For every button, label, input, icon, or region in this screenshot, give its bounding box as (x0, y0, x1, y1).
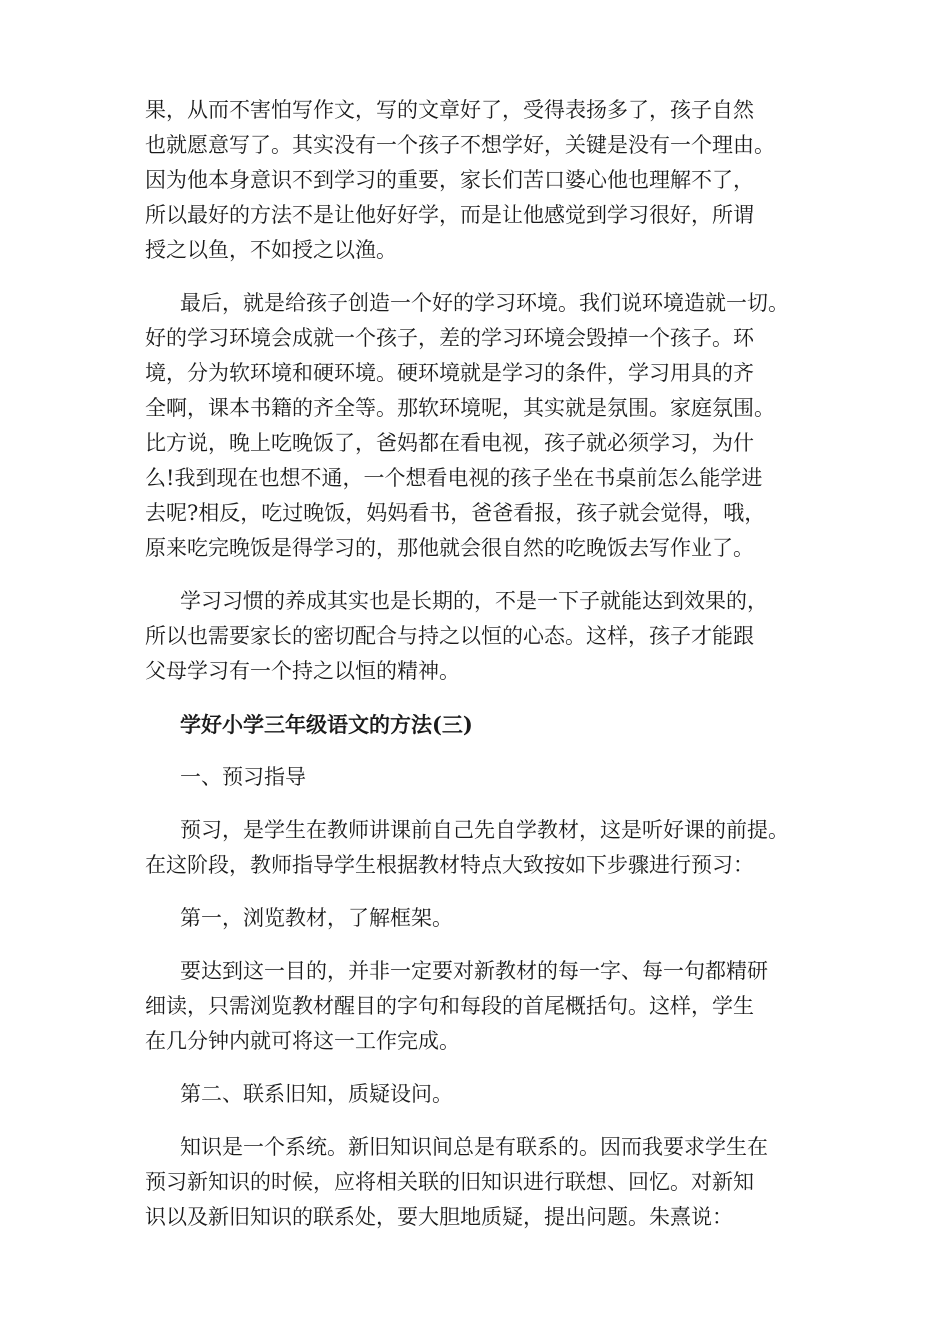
subheading (145, 901, 825, 936)
subheading (145, 760, 825, 795)
text-line: 学习习惯的养成其实也是长期的，不是一下子就能达到效果的， (180, 589, 768, 613)
text-line: 所以最好的方法不是让他好好学，而是让他感觉到学习很好，所谓 (145, 203, 754, 227)
paragraph (145, 954, 825, 1059)
text-line: 么!我到现在也想不通，一个想看电视的孩子坐在书桌前怎么能学进 (145, 466, 763, 490)
document-body (145, 93, 825, 1253)
text-line: 细读，只需浏览教材醒目的字句和每段的首尾概括句。这样，学生 (145, 994, 754, 1018)
text-line: 预习，是学生在教师讲课前自己先自学教材，这是听好课的前提。 (180, 818, 789, 842)
paragraph (145, 286, 825, 566)
paragraph (145, 1130, 825, 1235)
text-line: 父母学习有一个持之以恒的精神。 (145, 659, 460, 683)
text-line: 第二、联系旧知，质疑设问。 (180, 1082, 453, 1106)
text-line: 好的学习环境会成就一个孩子，差的学习环境会毁掉一个孩子。环 (145, 326, 754, 350)
text-line: 要达到这一目的，并非一定要对新教材的每一字、每一句都精研 (180, 959, 768, 983)
text-line: 原来吃完晚饭是得学习的，那他就会很自然的吃晚饭去写作业了。 (145, 536, 754, 560)
subheading (145, 1077, 825, 1112)
text-line: 授之以鱼，不如授之以渔。 (145, 238, 397, 262)
text-line: 在这阶段，教师指导学生根据教材特点大致按如下步骤进行预习： (145, 853, 754, 877)
text-line: 预习新知识的时候，应将相关联的旧知识进行联想、回忆。对新知 (145, 1170, 754, 1194)
text-line: 因为他本身意识不到学习的重要，家长们苦口婆心他也理解不了， (145, 168, 754, 192)
text-line: 第一，浏览教材，了解框架。 (180, 906, 453, 930)
text-line: 最后，就是给孩子创造一个好的学习环境。我们说环境造就一切。 (180, 291, 789, 315)
text-line: 全啊，课本书籍的齐全等。那软环境呢，其实就是氛围。家庭氛围。 (145, 396, 775, 420)
paragraph (145, 584, 825, 689)
text-line: 也就愿意写了。其实没有一个孩子不想学好，关键是没有一个理由。 (145, 133, 775, 157)
section-heading: 学好小学三年级语文的方法(三) (180, 712, 473, 737)
text-line: 果，从而不害怕写作文，写的文章好了，受得表扬多了，孩子自然 (145, 98, 754, 122)
text-line: 比方说，晚上吃晚饭了，爸妈都在看电视，孩子就必须学习，为什 (145, 431, 754, 455)
text-line: 去呢?相反，吃过晚饭，妈妈看书，爸爸看报，孩子就会觉得，哦， (145, 501, 766, 525)
text-line: 境，分为软环境和硬环境。硬环境就是学习的条件，学习用具的齐 (145, 361, 754, 385)
text-line: 一、预习指导 (180, 765, 306, 789)
text-line: 所以也需要家长的密切配合与持之以恒的心态。这样，孩子才能跟 (145, 624, 754, 648)
text-line: 在几分钟内就可将这一工作完成。 (145, 1029, 460, 1053)
paragraph (145, 813, 825, 883)
text-line: 知识是一个系统。新旧知识间总是有联系的。因而我要求学生在 (180, 1135, 768, 1159)
text-line: 识以及新旧知识的联系处，要大胆地质疑，提出问题。朱熹说： (145, 1205, 733, 1229)
paragraph (145, 93, 825, 268)
